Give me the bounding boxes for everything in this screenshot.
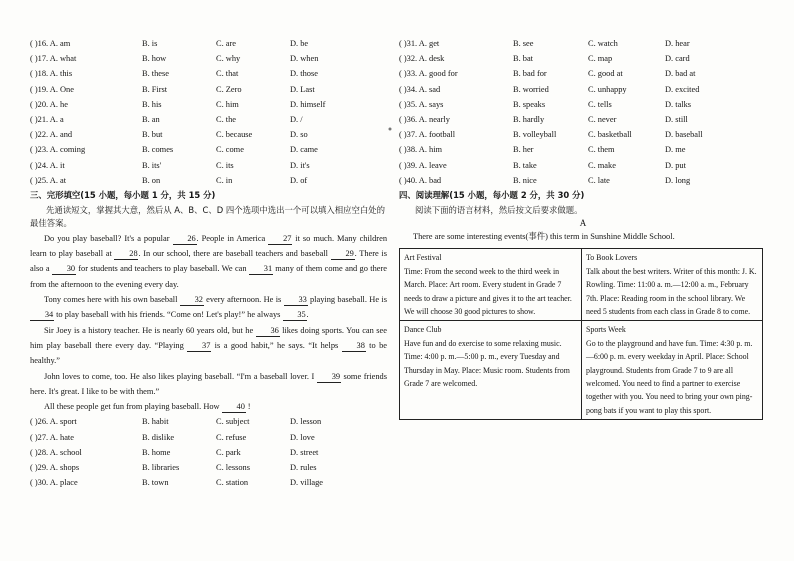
question-option-row: [30, 445, 387, 460]
choice-d: D. came: [290, 145, 318, 155]
question-option-row: [399, 158, 767, 173]
question-number-choice-a: ( )23. A. coming: [30, 145, 86, 155]
choice-b: B. on: [142, 175, 161, 185]
passage-text: .: [306, 310, 309, 320]
passage-text: John loves to come, too. He also likes playing baseball. “I'm a baseball lover. I: [44, 371, 317, 381]
choice-b: B. see: [513, 39, 534, 48]
question-option-row: [30, 460, 387, 475]
choice-c: C. make: [588, 160, 616, 170]
choice-c: C. station: [216, 478, 249, 488]
choice-d: D. me: [665, 145, 686, 155]
event-body: Go to the playground and have fun. Time: 4:30 p. m.—6:00 p. m. every weekday in April. Place: School playground. Students from Grade 7 to 9 are all welcomed. You need to find a partner to exercise together with you. You need to bring your own ping-pong bats if you want to play this sport.: [586, 338, 753, 415]
choice-b: B. hardly: [513, 114, 545, 124]
passage-text: . In our school, there are baseball teachers and baseball: [138, 249, 331, 259]
choice-c: C. why: [216, 54, 241, 64]
cloze-blank: 33: [284, 295, 308, 306]
event-title: Sports Week: [586, 325, 626, 335]
question-option-row: [30, 36, 387, 51]
question-option-row: [30, 414, 387, 429]
choice-d: D. /: [290, 114, 303, 124]
options-26-30: [30, 414, 387, 490]
choice-d: D. so: [290, 130, 308, 140]
question-option-row: [30, 66, 387, 81]
question-number-choice-a: ( )27. A. hate: [30, 432, 74, 442]
question-number-choice-a: ( )25. A. at: [30, 175, 67, 185]
choice-b: B. habit: [142, 417, 169, 427]
choice-b: B. these: [142, 69, 169, 79]
question-option-row: [30, 475, 387, 490]
event-book-lovers: [581, 249, 762, 321]
choice-d: D. of: [290, 175, 308, 185]
cloze-blank: 31: [249, 264, 273, 275]
passage-text: is a good habit,” he says. “It helps: [211, 340, 342, 350]
question-option-row: [399, 66, 767, 81]
passage-paragraph: [30, 231, 387, 292]
passage-text: !: [245, 402, 251, 412]
choice-b: B. volleyball: [513, 130, 557, 140]
passage-text: Sir Joey is a history teacher. He is nearly 60 years old, but he: [44, 325, 256, 335]
question-option-row: [30, 51, 387, 66]
passage-paragraph: [30, 369, 387, 400]
options-16-25: [30, 36, 387, 188]
choice-b: B. libraries: [142, 463, 180, 472]
question-number-choice-a: ( )39. A. leave: [399, 160, 447, 170]
choice-c: C. good at: [588, 69, 623, 79]
choice-d: D. village: [290, 478, 324, 488]
cloze-blank: 30: [52, 264, 76, 275]
question-option-row: [30, 142, 387, 157]
passage-paragraph: [30, 292, 387, 323]
question-number-choice-a: ( )37. A. football: [399, 130, 456, 140]
reading-intro: There are some interesting events(事件) this term in Sunshine Middle School.: [413, 232, 675, 242]
choice-c: C. lessons: [216, 463, 250, 472]
choice-b: B. her: [513, 145, 534, 155]
event-body: Have fun and do exercise to some relaxing music. Time: 4:00 p. m.—5:00 p. m., every Tuesday and Thursday in May. Place: Music room. Students from Grade 7 are welcomed.: [404, 338, 570, 389]
choice-b: B. but: [142, 130, 163, 140]
passage-text: . There is also a: [30, 249, 388, 274]
question-option-row: [30, 158, 387, 173]
section3-instruction: 先通读短文，掌握其大意，然后从 A、B、C、D 四个选项中选出一个可以填入相应空白处的最佳答案。: [30, 204, 385, 229]
choice-d: D. street: [290, 447, 319, 457]
question-number-choice-a: ( )28. A. school: [30, 447, 82, 457]
choice-b: B. town: [142, 478, 169, 488]
question-number-choice-a: ( )24. A. it: [30, 160, 65, 170]
passage-text: every afternoon. He is: [203, 295, 284, 305]
event-art-festival: [400, 249, 581, 321]
choice-c: C. come: [216, 145, 244, 155]
choice-c: C. the: [216, 114, 237, 124]
choice-d: D. excited: [665, 84, 700, 94]
choice-c: C. basketball: [588, 130, 632, 140]
question-option-row: [399, 112, 767, 127]
section4-instruction: 阅读下面的语言材料，然后按文后要求做题。: [415, 204, 583, 215]
choice-b: B. is: [142, 39, 158, 48]
event-body: Talk about the best writers. Writer of this month: J. K. Rowling. Time: 11:00 a. m.—12:00 a. m., February 7th. Place: Reading room in the school library. We need 5 students from each class in Grade 8 to come.: [586, 266, 757, 316]
question-number-choice-a: ( )31. A. get: [399, 39, 440, 48]
choice-d: D. rules: [290, 463, 317, 472]
passage-text: Tony comes here with his own baseball: [44, 295, 180, 305]
question-number-choice-a: ( )35. A. says: [399, 99, 444, 109]
choice-b: B. take: [513, 160, 537, 170]
question-option-row: [399, 127, 767, 142]
event-sports-week: [581, 321, 762, 419]
passage-text: to be healthy.”: [30, 340, 387, 366]
choice-c: C. them: [588, 145, 615, 155]
section3-title: 三、完形填空(15 小题，每小题 1 分，共 15 分): [30, 189, 216, 200]
question-number-choice-a: ( )16. A. am: [30, 39, 71, 48]
choice-c: C. park: [216, 447, 241, 457]
passage-text: it so much. Many children learn to play baseball at: [30, 233, 388, 259]
choice-c: C. refuse: [216, 432, 247, 442]
question-option-row: [399, 36, 767, 51]
question-number-choice-a: ( )38. A. him: [399, 145, 443, 155]
passage-text: many of them come and go there from the afternoon to the evening every day.: [30, 264, 387, 289]
passage-text: some friends here. It's great. I like to be with them.”: [30, 371, 387, 396]
cloze-blank: 35: [283, 310, 307, 321]
event-body: Time: From the second week to the third week in March. Place: Art room. Every student in Grade 7 needs to draw a picture and gives it to the art teacher. We will choose 30 good pictures to show.: [404, 266, 572, 316]
question-option-row: [399, 51, 767, 66]
cloze-blank: 39: [317, 372, 341, 383]
question-option-row: [30, 430, 387, 445]
choice-c: C. its: [216, 160, 234, 170]
cloze-blank: 38: [342, 341, 366, 352]
cloze-blank: 37: [187, 341, 211, 352]
question-number-choice-a: ( )33. A. good for: [399, 69, 458, 79]
cloze-blank: 26: [173, 234, 197, 245]
question-option-row: [30, 127, 387, 142]
choice-b: B. an: [142, 114, 160, 124]
question-number-choice-a: ( )20. A. he: [30, 99, 68, 109]
question-number-choice-a: ( )19. A. One: [30, 84, 74, 94]
question-number-choice-a: ( )29. A. shops: [30, 463, 80, 472]
cloze-passage: [30, 231, 387, 415]
event-title: Dance Club: [404, 325, 442, 335]
choice-b: B. dislike: [142, 432, 175, 442]
cloze-blank: 32: [180, 295, 204, 306]
choice-b: B. First: [142, 84, 168, 94]
question-option-row: [399, 142, 767, 157]
choice-d: D. it's: [290, 160, 310, 170]
fold-dot: [386, 120, 394, 128]
question-option-row: [30, 82, 387, 97]
question-option-row: [30, 173, 387, 188]
passage-text: playing baseball. He is: [307, 295, 387, 305]
choice-c: C. watch: [588, 39, 618, 48]
left-column: [30, 36, 387, 490]
cloze-blank: 34: [30, 310, 54, 321]
choice-d: D. when: [290, 54, 319, 64]
question-option-row: [30, 112, 387, 127]
passage-paragraph: [30, 399, 387, 414]
choice-b: B. worried: [513, 84, 549, 94]
choice-b: B. bad for: [513, 69, 547, 79]
event-title: Art Festival: [404, 253, 442, 263]
question-option-row: [399, 173, 767, 188]
choice-d: D. bad at: [665, 69, 696, 79]
question-number-choice-a: ( )18. A. this: [30, 69, 73, 79]
choice-b: B. bat: [513, 54, 534, 64]
options-31-40: [399, 36, 767, 188]
question-number-choice-a: ( )34. A. sad: [399, 84, 441, 94]
passage-paragraph: [30, 323, 387, 369]
choice-c: C. late: [588, 175, 610, 185]
choice-d: D. be: [290, 39, 309, 48]
question-option-row: [399, 82, 767, 97]
choice-d: D. put: [665, 160, 686, 170]
question-number-choice-a: ( )36. A. nearly: [399, 114, 450, 124]
passage-text: likes doing sports. You can see him play baseball there every day. “Playing: [30, 325, 387, 350]
choice-c: C. unhappy: [588, 84, 627, 94]
choice-d: D. lesson: [290, 417, 322, 427]
cloze-blank: 29: [331, 249, 355, 260]
choice-c: C. never: [588, 114, 617, 124]
choice-c: C. tells: [588, 99, 612, 109]
cloze-blank: 40: [222, 402, 246, 413]
cloze-blank: 28: [114, 249, 138, 260]
question-number-choice-a: ( )30. A. place: [30, 478, 78, 488]
event-dance-club: [400, 321, 581, 419]
question-number-choice-a: ( )17. A. what: [30, 54, 77, 64]
choice-c: C. are: [216, 39, 236, 48]
choice-d: D. talks: [665, 99, 692, 109]
passage-letter: A: [579, 218, 587, 229]
choice-b: B. how: [142, 54, 167, 64]
choice-d: D. love: [290, 432, 315, 442]
choice-d: D. hear: [665, 39, 690, 48]
question-option-row: [399, 97, 767, 112]
passage-text: . People in America: [196, 233, 269, 243]
choice-c: C. subject: [216, 417, 250, 427]
choice-b: B. nice: [513, 175, 537, 185]
choice-d: D. Last: [290, 84, 315, 94]
choice-d: D. baseball: [665, 130, 703, 140]
event-title: To Book Lovers: [586, 253, 638, 263]
passage-text: All these people get fun from playing baseball. How: [44, 402, 222, 412]
question-option-row: [30, 97, 387, 112]
choice-c: C. Zero: [216, 84, 242, 94]
passage-text: for students and teachers to play baseball. We can: [75, 264, 249, 274]
cloze-blank: 36: [256, 326, 280, 337]
question-number-choice-a: ( )21. A. a: [30, 114, 64, 124]
choice-b: B. his: [142, 99, 162, 109]
section4-title: 四、阅读理解(15 小题，每小题 2 分，共 30 分): [399, 189, 585, 200]
question-number-choice-a: ( )40. A. bad: [399, 175, 442, 185]
choice-d: D. long: [665, 175, 691, 185]
question-number-choice-a: ( )26. A. sport: [30, 417, 77, 427]
right-column: [399, 36, 767, 420]
choice-c: C. because: [216, 130, 253, 140]
cloze-blank: 27: [268, 234, 292, 245]
choice-b: B. comes: [142, 145, 174, 155]
passage-text: to play baseball with his friends. “Come on! Let's play!” he always: [54, 310, 283, 320]
choice-d: D. card: [665, 54, 690, 64]
choice-b: B. home: [142, 447, 171, 457]
question-number-choice-a: ( )22. A. and: [30, 130, 73, 140]
choice-c: C. him: [216, 99, 239, 109]
events-table: [399, 248, 763, 420]
choice-c: C. map: [588, 54, 613, 64]
choice-d: D. still: [665, 114, 688, 124]
passage-text: Do you play baseball? It's a popular: [44, 233, 173, 243]
choice-b: B. its': [142, 160, 162, 170]
question-number-choice-a: ( )32. A. desk: [399, 54, 445, 64]
choice-c: C. that: [216, 69, 239, 79]
choice-c: C. in: [216, 175, 233, 185]
choice-d: D. himself: [290, 99, 326, 109]
choice-d: D. those: [290, 69, 318, 79]
choice-b: B. speaks: [513, 99, 546, 109]
